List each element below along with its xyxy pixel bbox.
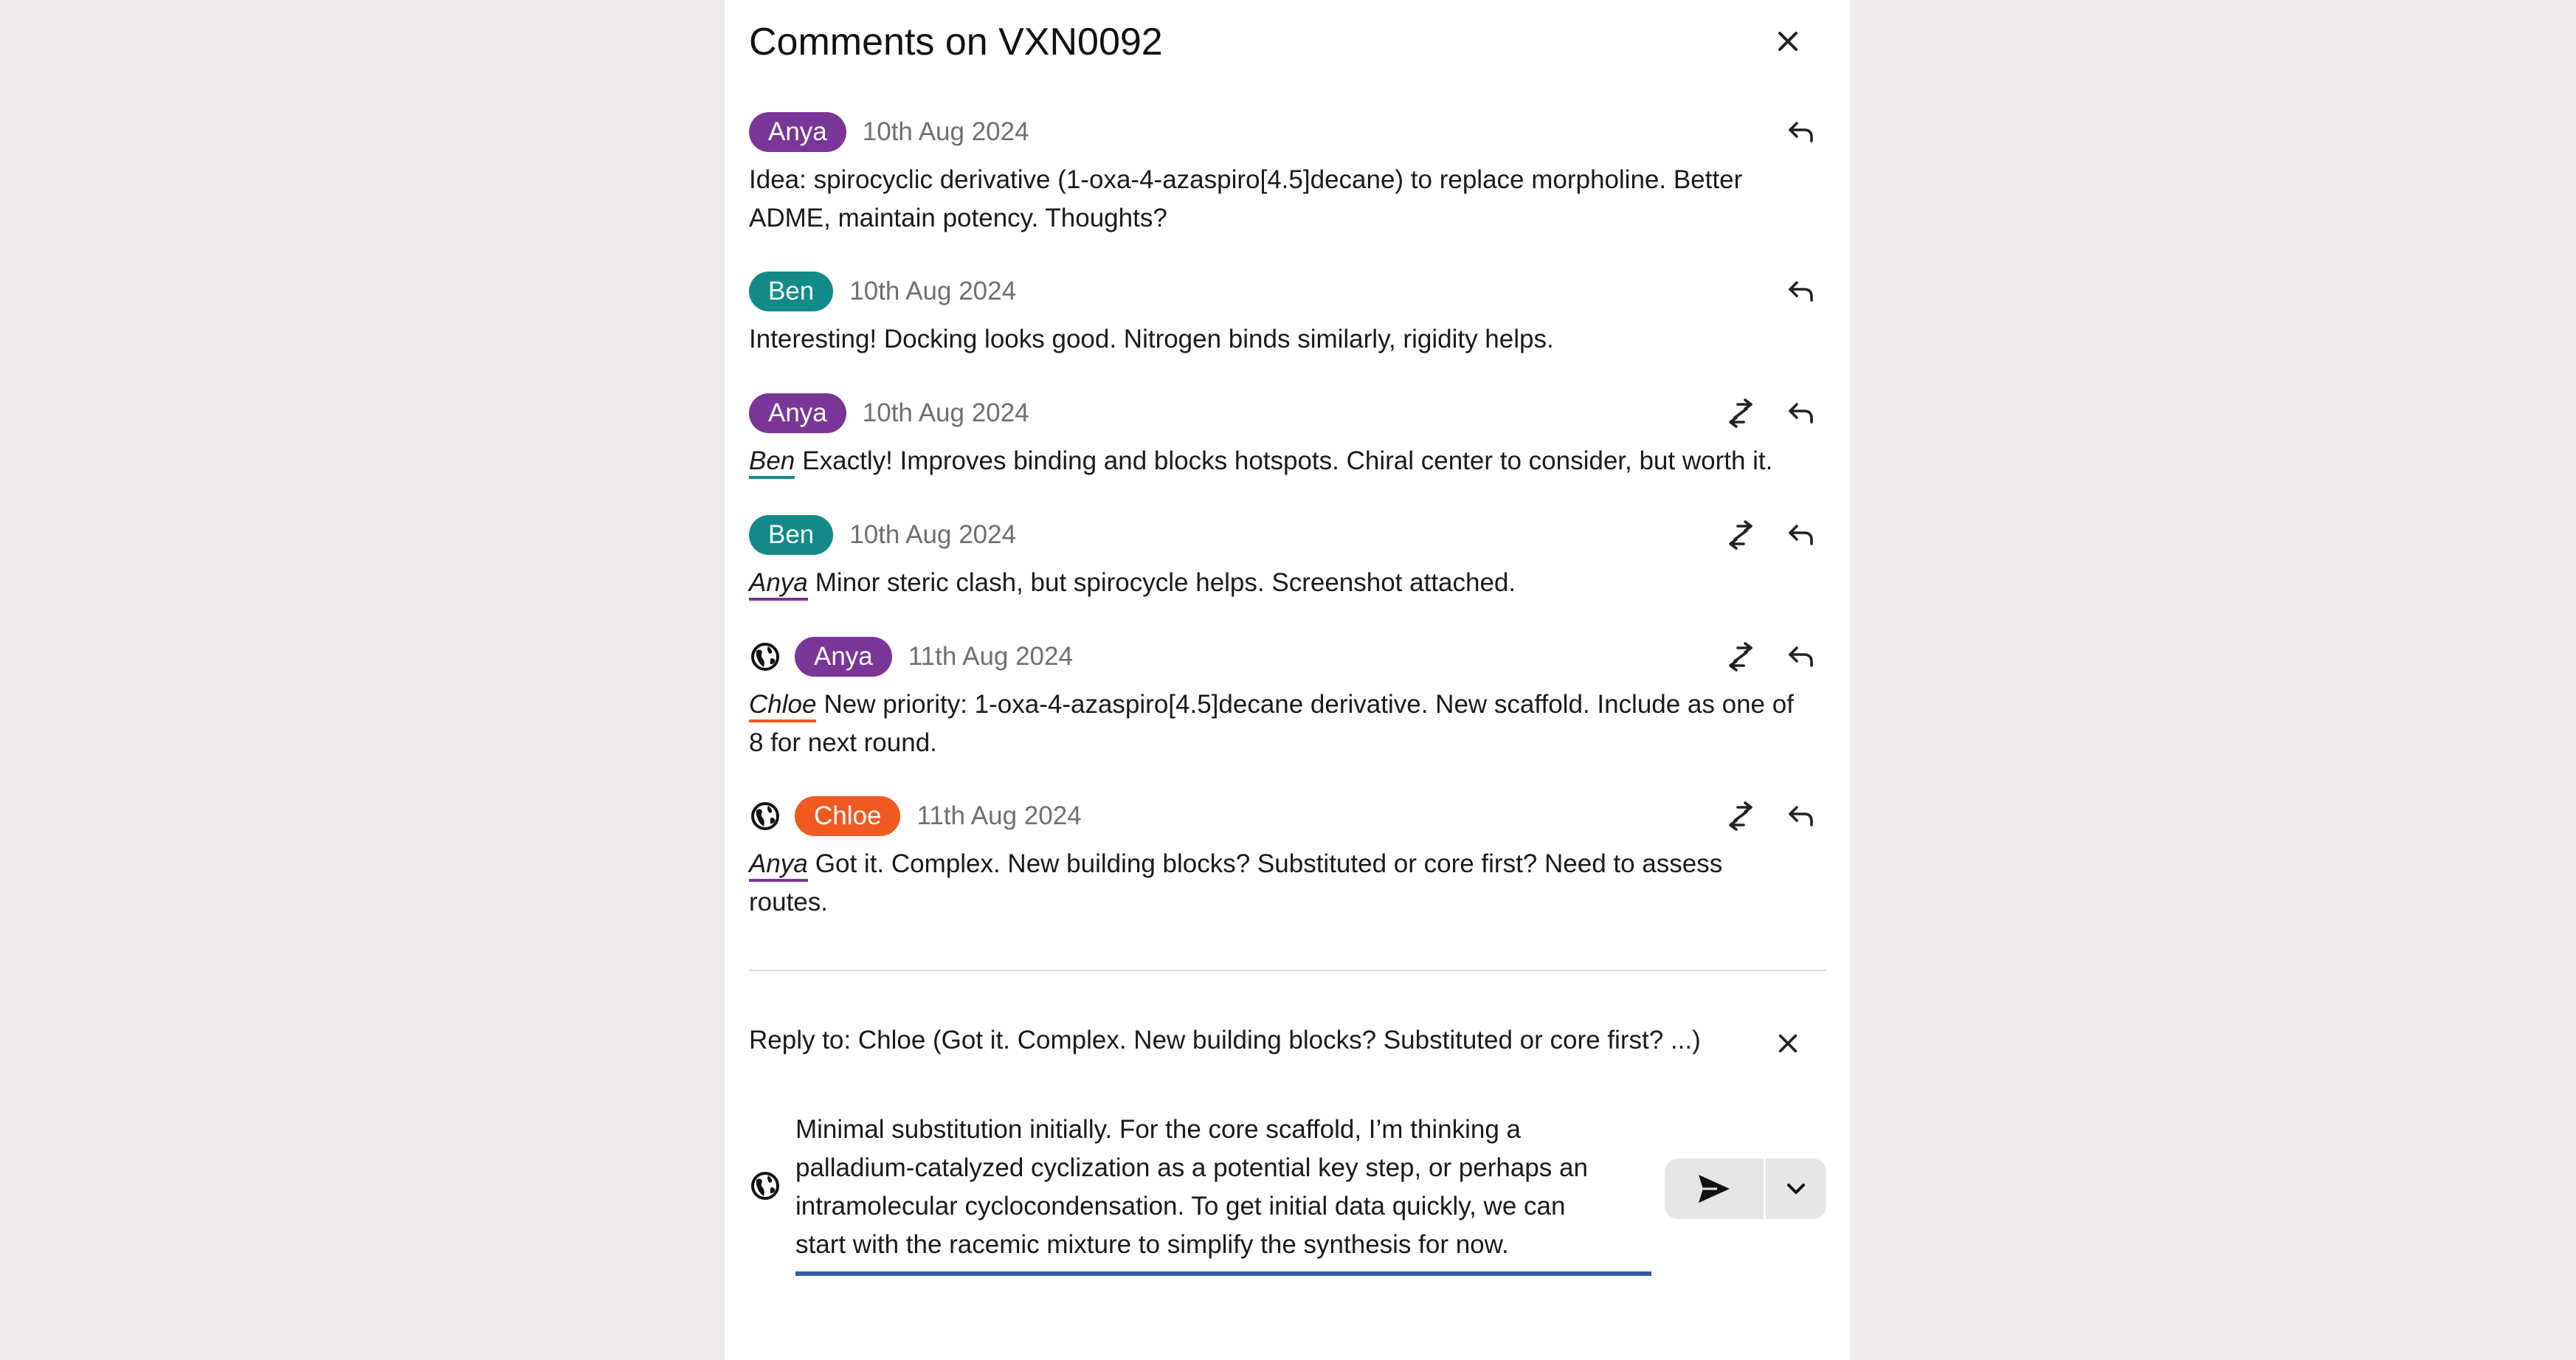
comment-text	[749, 686, 1804, 762]
reply-button[interactable]	[1776, 791, 1826, 841]
comment-date: 11th Aug 2024	[916, 801, 1082, 830]
view-thread-button[interactable]	[1716, 632, 1766, 682]
swap-arrows-icon	[1726, 642, 1755, 672]
reply-button[interactable]	[1776, 266, 1826, 317]
comment-item	[749, 514, 1826, 602]
view-thread-button[interactable]	[1716, 510, 1766, 560]
author-badge[interactable]: Ben	[749, 515, 833, 555]
comment-text	[749, 442, 1804, 480]
send-button[interactable]	[1665, 1159, 1764, 1219]
comments-panel	[725, 0, 1850, 1360]
comment-body: Exactly! Improves binding and blocks hotspots. Chiral center to consider, but worth it.	[802, 446, 1773, 475]
chevron-down-icon	[1785, 1181, 1807, 1196]
reply-button[interactable]	[1776, 107, 1826, 157]
reply-icon	[1786, 520, 1816, 550]
reply-icon	[1786, 801, 1816, 831]
send-options-button[interactable]	[1766, 1159, 1826, 1219]
reply-button[interactable]	[1776, 510, 1826, 560]
reply-to-label: Reply to: Chloe (Got it. Complex. New building blocks? Substituted or core first? ...)	[749, 1026, 1701, 1054]
view-thread-button[interactable]	[1716, 388, 1766, 438]
comment-text: Interesting! Docking looks good. Nitrogen binds similarly, rigidity helps.	[749, 325, 1554, 353]
globe-icon	[749, 641, 781, 673]
view-thread-button[interactable]	[1716, 791, 1766, 841]
author-badge[interactable]: Anya	[795, 637, 892, 677]
comment-item	[749, 270, 1826, 359]
mention-link[interactable]: Ben	[749, 446, 795, 479]
comment-date: 10th Aug 2024	[862, 398, 1029, 427]
globe-icon[interactable]	[749, 1170, 781, 1202]
comment-date: 10th Aug 2024	[849, 277, 1017, 306]
reply-icon	[1786, 398, 1816, 428]
author-badge[interactable]: Anya	[749, 112, 846, 152]
reply-icon	[1786, 277, 1816, 306]
comment-text: Idea: spirocyclic derivative (1-oxa-4-azaspiro[4.5]decane) to replace morpholine. Better ADME, maintain potency. Thoughts?	[749, 165, 1743, 232]
mention-link[interactable]: Anya	[749, 568, 808, 601]
comment-body: Got it. Complex. New building blocks? Substituted or core first? Need to assess routes.	[749, 849, 1723, 917]
comment-date: 10th Aug 2024	[862, 117, 1029, 146]
panel-title: Comments on VXN0092	[749, 21, 1163, 63]
comment-item	[749, 795, 1826, 922]
reply-icon	[1786, 117, 1816, 147]
author-badge[interactable]: Anya	[749, 393, 846, 433]
comment-body: Minor steric clash, but spirocycle helps. Screenshot attached.	[815, 568, 1516, 597]
reply-draft-text[interactable]: Minimal substitution initially. For the core scaffold, I’m thinking a palladium-catalyzed cyclization as a potential key step, or perhaps an intramolecular cyclocondensation. To get initial data quickly, we can start with the racemic mixture to simplify the synthesis for now.	[795, 1115, 1588, 1259]
reply-input[interactable]	[795, 1111, 1651, 1276]
swap-arrows-icon	[1726, 520, 1755, 550]
send-button-group	[1665, 1159, 1826, 1219]
comment-item	[749, 111, 1826, 238]
close-icon	[1777, 1032, 1799, 1054]
swap-arrows-icon	[1726, 801, 1755, 831]
reply-button[interactable]	[1776, 388, 1826, 438]
mention-link[interactable]: Anya	[749, 849, 808, 882]
comment-item	[749, 392, 1826, 480]
globe-icon	[749, 800, 781, 832]
swap-arrows-icon	[1726, 398, 1755, 428]
divider	[749, 970, 1826, 971]
close-panel-button[interactable]	[1763, 16, 1813, 66]
mention-link[interactable]: Chloe	[749, 690, 816, 722]
comment-text	[749, 845, 1804, 922]
send-icon	[1696, 1173, 1732, 1205]
comment-text	[749, 564, 1804, 602]
reply-button[interactable]	[1776, 632, 1826, 682]
close-icon	[1776, 30, 1800, 53]
comment-date: 11th Aug 2024	[908, 642, 1073, 671]
author-badge[interactable]: Ben	[749, 272, 833, 311]
cancel-reply-button[interactable]	[1763, 1018, 1813, 1069]
comment-item	[749, 635, 1826, 762]
comment-body: New priority: 1-oxa-4-azaspiro[4.5]decane derivative. New scaffold. Include as one of 8 for next round.	[749, 690, 1794, 757]
author-badge[interactable]: Chloe	[795, 796, 900, 836]
comment-date: 10th Aug 2024	[849, 520, 1017, 549]
reply-icon	[1786, 642, 1816, 672]
